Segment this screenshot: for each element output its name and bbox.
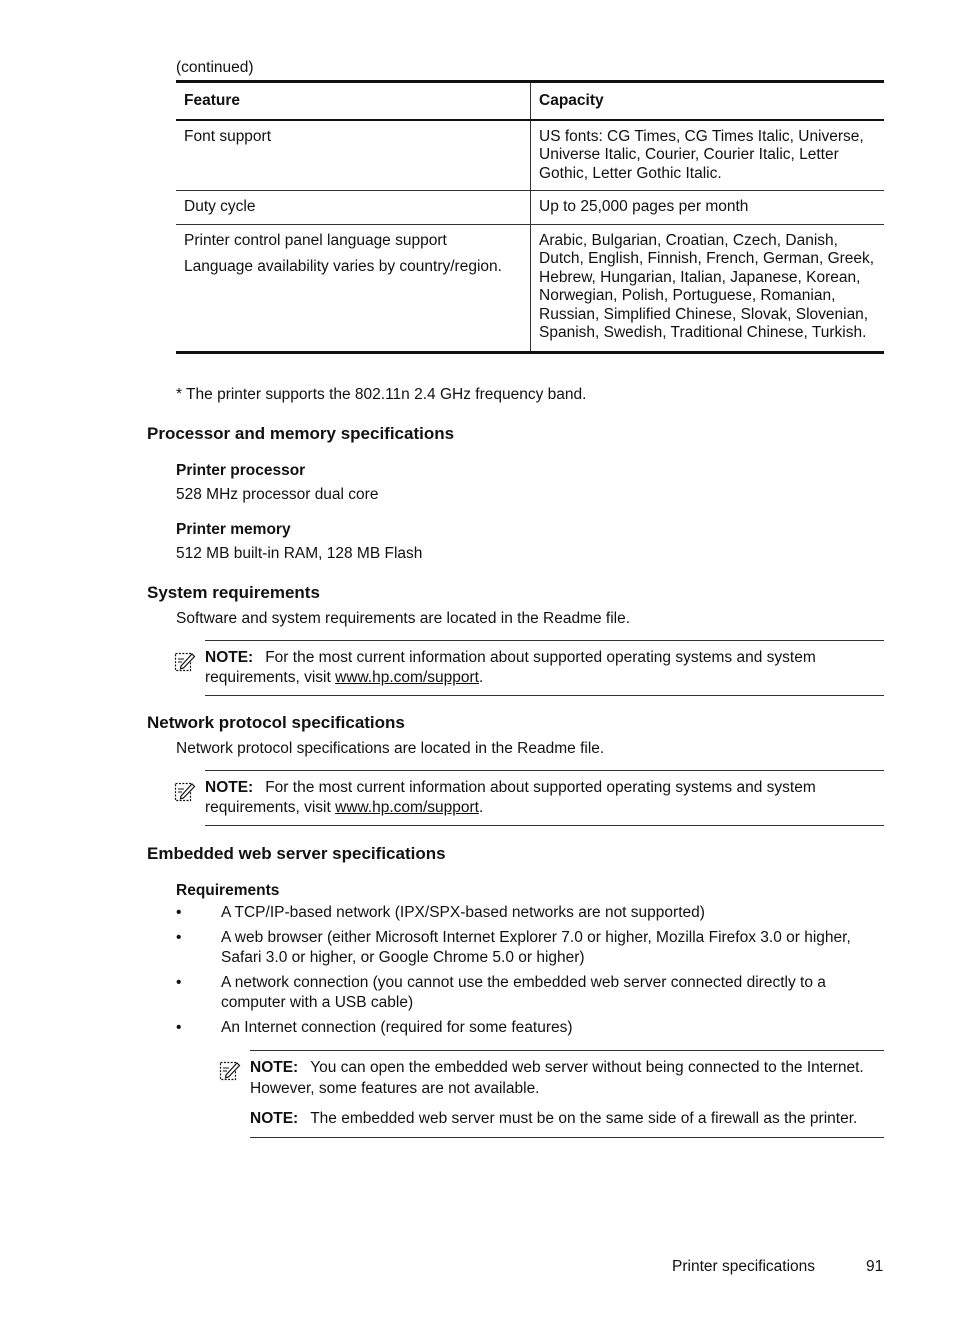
table-header-row — [176, 82, 884, 120]
subheading-printer-memory: Printer memory — [176, 521, 291, 538]
continued-label: (continued) — [176, 59, 254, 76]
list-item — [176, 928, 866, 968]
heading-system-requirements: System requirements — [147, 583, 320, 602]
hp-support-link[interactable]: www.hp.com/support — [335, 669, 479, 686]
subheading-printer-processor: Printer processor — [176, 462, 306, 479]
bullet: • — [176, 904, 182, 921]
list-item-text: A web browser (either Microsoft Internet Explorer 7.0 or higher, Mozilla Firefox 3.0 or higher, Safari 3.0 or higher, or Google Chrome 5.0 or higher) — [221, 929, 851, 966]
list-item-text: A network connection (you cannot use the embedded web server connected directly to a computer with a USB cable) — [221, 974, 826, 1011]
note-box-ews — [250, 1050, 884, 1138]
memory-value: 512 MB built-in RAM, 128 MB Flash — [176, 545, 423, 562]
capacity-cell: Up to 25,000 pages per month — [531, 191, 885, 225]
table-header-capacity: Capacity — [531, 82, 885, 120]
feature-text: Printer control panel language support — [184, 231, 447, 249]
bullet: • — [176, 974, 182, 991]
note-text: For the most current information about supported operating systems and system requirements, visit — [205, 649, 816, 686]
note-box-system — [205, 640, 884, 696]
note-pencil-icon — [219, 1059, 241, 1081]
heading-embedded-web-server: Embedded web server specifications — [147, 844, 446, 863]
list-item-text: An Internet connection (required for some features) — [221, 1019, 573, 1036]
list-item — [176, 903, 866, 923]
note-text: You can open the embedded web server without being connected to the Internet. However, some features are not available. — [250, 1059, 864, 1097]
note-paragraph — [250, 1108, 884, 1129]
note-paragraph — [250, 1057, 884, 1099]
hp-support-link[interactable]: www.hp.com/support — [335, 799, 479, 816]
note-label: NOTE: — [250, 1059, 299, 1076]
footer-title: Printer specifications — [672, 1258, 816, 1275]
footnote: * The printer supports the 802.11n 2.4 GHz frequency band. — [176, 386, 587, 403]
list-item-text: A TCP/IP-based network (IPX/SPX-based networks are not supported) — [221, 904, 705, 921]
feature-cell — [176, 120, 531, 191]
list-item — [176, 973, 866, 1013]
processor-value: 528 MHz processor dual core — [176, 486, 379, 503]
note-text: The embedded web server must be on the same side of a firewall as the printer. — [310, 1110, 858, 1127]
subheading-requirements: Requirements — [176, 882, 280, 899]
feature-cell — [176, 224, 531, 352]
network-protocol-text: Network protocol specifications are located in the Readme file. — [176, 740, 605, 757]
note-label: NOTE: — [205, 649, 254, 666]
spec-table — [176, 80, 884, 354]
note-pencil-icon — [174, 780, 196, 802]
note-label: NOTE: — [205, 779, 254, 796]
note-label: NOTE: — [250, 1110, 299, 1127]
bullet: • — [176, 929, 182, 946]
heading-processor-memory: Processor and memory specifications — [147, 424, 455, 443]
feature-cell — [176, 191, 531, 225]
requirements-list — [176, 903, 866, 1043]
note-text: For the most current information about supported operating systems and system requirements, visit — [205, 779, 816, 816]
note-end: . — [478, 799, 484, 816]
feature-text: Font support — [184, 127, 272, 145]
feature-text: Duty cycle — [184, 198, 256, 215]
note-pencil-icon — [174, 650, 196, 672]
table-row — [176, 224, 884, 352]
table-row — [176, 191, 884, 225]
system-requirements-text: Software and system requirements are located in the Readme file. — [176, 610, 631, 627]
note-end: . — [478, 669, 484, 686]
capacity-cell: US fonts: CG Times, CG Times Italic, Universe, Universe Italic, Courier, Courier Italic, Letter Gothic, Letter Gothic Italic. — [531, 120, 885, 191]
capacity-cell: Arabic, Bulgarian, Croatian, Czech, Danish, Dutch, English, Finnish, French, German, Greek, Hebrew, Hungarian, Italian, Japanese, Korean, Norwegian, Polish, Portuguese, Romanian, Russian, Simplified Chinese, Slovak, Slovenian, Spanish, Swedish, Traditional Chinese, Turkish. — [539, 231, 875, 341]
table-row — [176, 120, 884, 191]
list-item — [176, 1018, 866, 1038]
table-header-feature: Feature — [176, 82, 531, 120]
heading-network-protocol: Network protocol specifications — [147, 713, 405, 732]
page-number: 91 — [866, 1258, 884, 1275]
note-box-network — [205, 770, 884, 826]
feature-subtext: Language availability varies by country/region. — [184, 258, 502, 275]
bullet: • — [176, 1019, 182, 1036]
